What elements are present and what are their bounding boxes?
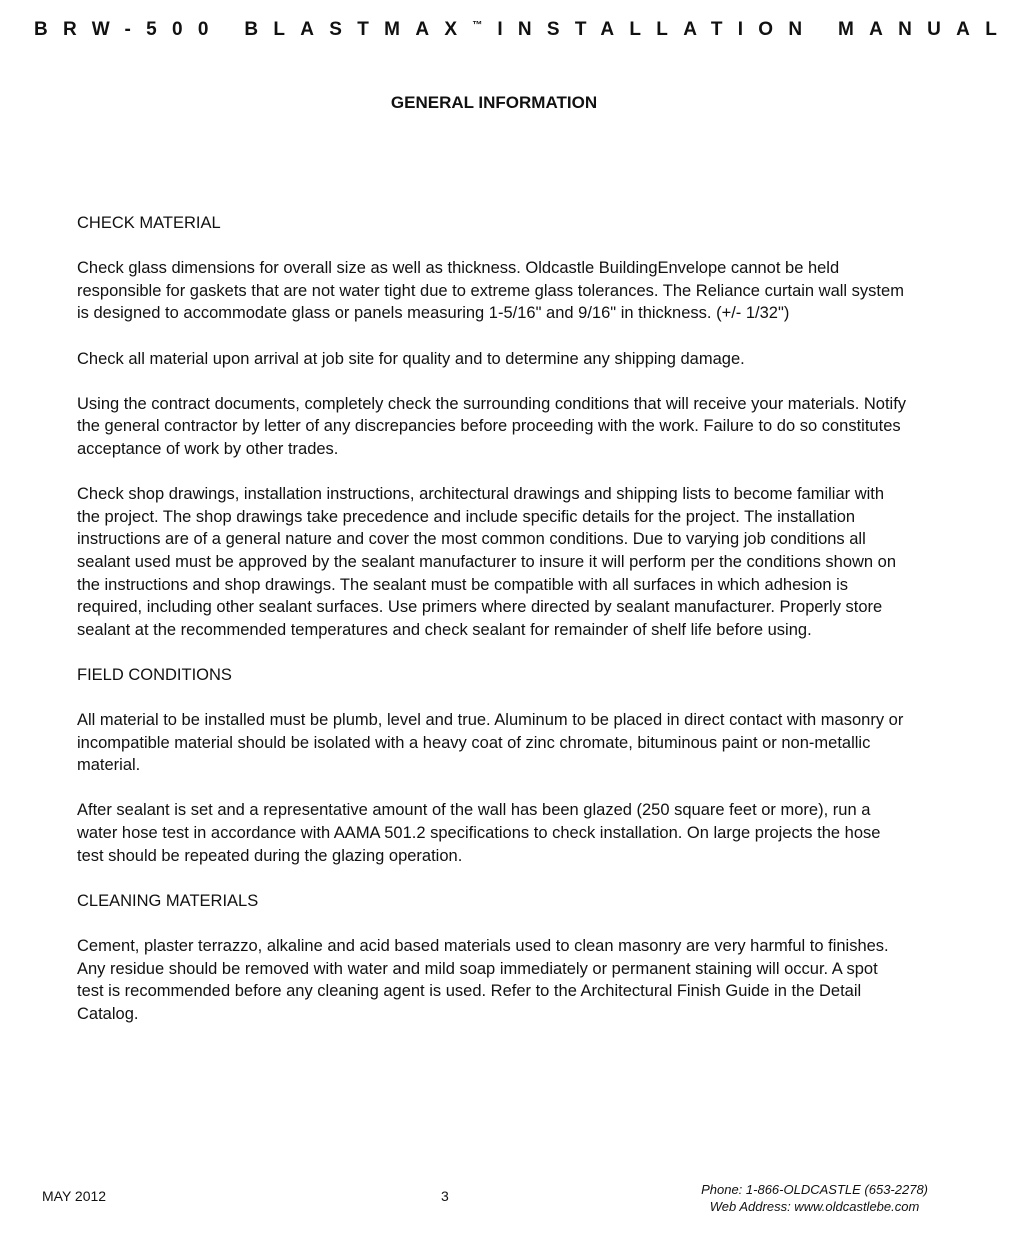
paragraph-arrival-check: Check all material upon arrival at job site for quality and to determine any shipping damage.: [77, 349, 745, 368]
heading-check-material: CHECK MATERIAL: [77, 214, 221, 232]
paragraph-shop-drawings: Check shop drawings, installation instructions, architectural drawings and shipping lists to become familiar with the project. The shop drawings take precedence and include specific details for the project. The installation instructions are of a general nature and cover the most common conditions. Due to varying job conditions all sealant used must be approved by the sealant manufacturer to insure it will perform per the conditions shown on the instructions and shop drawings. The sealant must be compatible with all surfaces in which adhesion is required, including other sealant surfaces. Use primers where directed by sealant manufacturer. Properly store sealant at the recommended temperatures and check sealant for remainder of shelf life before using.: [77, 485, 897, 639]
footer-phone: Phone: 1-866-OLDCASTLE (653-2278): [701, 1182, 928, 1197]
footer-web-address: Web Address: www.oldcastlebe.com: [709, 1199, 920, 1214]
manual-header-title: [34, 18, 1012, 42]
footer-page-number: 3: [441, 1188, 449, 1204]
paragraph-cleaning: Cement, plaster terrazzo, alkaline and acid based materials used to clean masonry are very harmful to finishes. Any residue should be removed with water and mild soap immediately or permanent staining will occur. A spot test is recommended before any cleaning agent is used. Refer to the Architectural Finish Guide in the Detail Catalog.: [77, 937, 889, 1023]
trademark-symbol: ™: [472, 20, 484, 31]
paragraph-glass-dimensions: Check glass dimensions for overall size as well as thickness. Oldcastle BuildingEnvelope cannot be held responsible for gaskets that are not water tight due to extreme glass tolerances. The Reliance curtain wall system is designed to accommodate glass or panels measuring 1-5/16" and 9/16" in thickness. (+/- 1/32"): [77, 259, 904, 323]
paragraph-contract-documents: Using the contract documents, completely check the surrounding conditions that will receive your materials. Notify the general contractor by letter of any discrepancies before proceeding with the work. Failure to do so constitutes acceptance of work by other trades.: [77, 394, 907, 458]
paragraph-hose-test: After sealant is set and a representative amount of the wall has been glazed (250 square feet or more), run a water hose test in accordance with AAMA 501.2 specifications to check installation. On large projects the hose test should be repeated during the glazing operation.: [77, 801, 881, 865]
heading-cleaning-materials: CLEANING MATERIALS: [77, 891, 259, 910]
footer-contact: [701, 1181, 928, 1215]
header-title-rest: INSTALLATION MANUAL: [497, 19, 1012, 40]
footer-date: MAY 2012: [42, 1188, 107, 1204]
paragraph-plumb-level: All material to be installed must be plumb, level and true. Aluminum to be placed in direct contact with masonry or incompatible material should be isolated with a heavy coat of zinc chromate, bituminous paint or non-metallic material.: [77, 711, 904, 775]
heading-field-conditions: FIELD CONDITIONS: [77, 665, 232, 684]
document-body: [77, 212, 907, 1048]
header-title-main: BRW-500 BLASTMAX: [34, 19, 473, 40]
page-title: GENERAL INFORMATION: [390, 93, 598, 112]
